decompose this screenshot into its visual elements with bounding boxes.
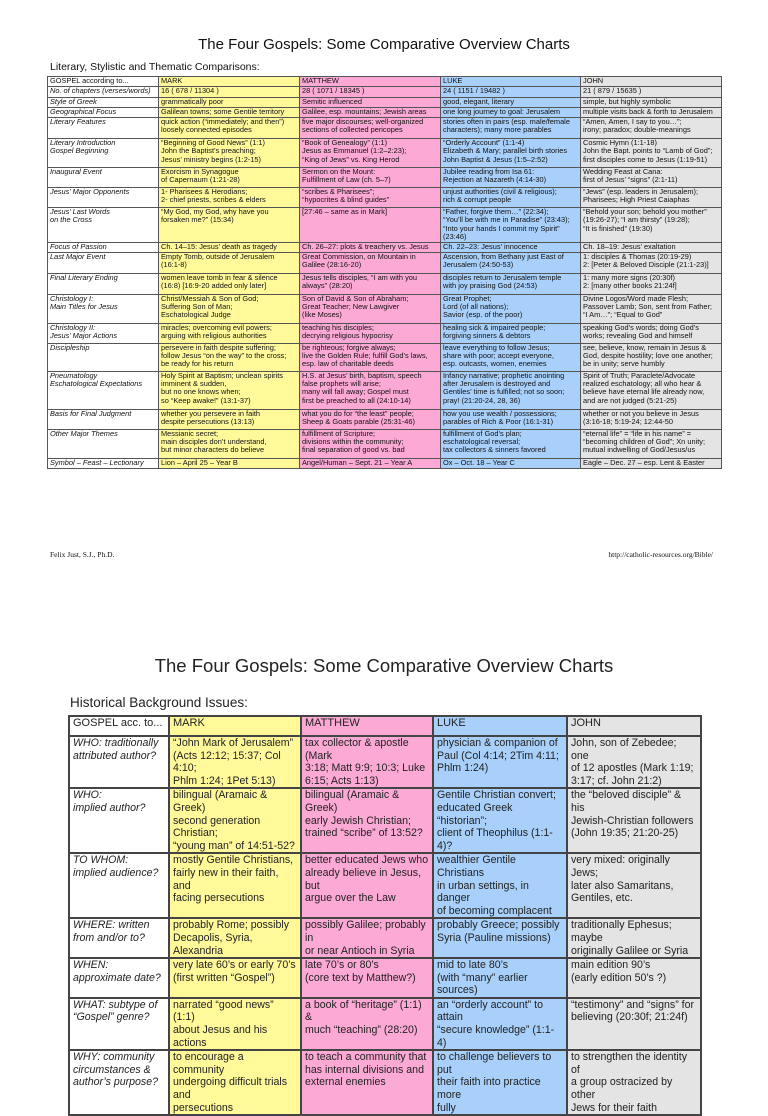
- cell-john: simple, but highly symbolic: [581, 98, 722, 108]
- cell-matthew: Galilee, esp. mountains; Jewish areas: [300, 108, 441, 118]
- table-row: [69, 788, 701, 853]
- cell-matthew: teaching his disciples; decrying religious hypocrisy: [300, 323, 441, 343]
- cell-john: “testimony” and “signs” for believing (20:30f; 21:24f): [567, 998, 701, 1050]
- cell-label: Final Literary Ending: [48, 273, 159, 294]
- cell-john: Divine Logos/Word made Flesh; Passover Lamb; Son, sent from Father; “I Am…”; “Equal to God”: [581, 294, 722, 323]
- cell-mark: mostly Gentile Christians, fairly new in their faith, and facing persecutions: [169, 853, 301, 918]
- table-row: [48, 429, 722, 458]
- cell-mark: “John Mark of Jerusalem” (Acts 12:12; 15:37; Col 4:10; Phlm 1:24; 1Pet 5:13): [169, 736, 301, 788]
- cell-label: Pneumatology Eschatological Expectations: [48, 371, 159, 409]
- cell-label: WHY: community circumstances & author’s purpose?: [69, 1050, 169, 1115]
- cell-john: see, believe, know, remain in Jesus & God, despite hostility; love one another; be in unity; serve humbly: [581, 343, 722, 371]
- cell-label: WHO: implied author?: [69, 788, 169, 853]
- literary-comparison-table: [47, 76, 722, 469]
- header-mark: MARK: [159, 77, 300, 87]
- cell-john: “Behold your son; behold you mother” (19:26-27); “I am thirsty” (19:28); “It is finished” (19:30): [581, 208, 722, 243]
- cell-mark: Galilean towns; some Gentile territory: [159, 108, 300, 118]
- cell-john: the “beloved disciple” & his Jewish-Christian followers (John 19:35; 21:20-25): [567, 788, 701, 853]
- table-row: [48, 242, 722, 252]
- cell-luke: Jubilee reading from Isa 61: Rejection at Nazareth (4:14-30): [441, 168, 581, 188]
- cell-matthew: late 70’s or 80’s (core text by Matthew?): [301, 958, 433, 998]
- table-row: [48, 118, 722, 139]
- cell-john: speaking God’s words; doing God’s works; revealing God and himself: [581, 323, 722, 343]
- cell-luke: one long journey to goal: Jerusalem: [441, 108, 581, 118]
- section-subtitle: Literary, Stylistic and Thematic Comparisons:: [50, 61, 260, 73]
- cell-luke: stories often in pairs (esp. male/female characters); many more parables: [441, 118, 581, 139]
- chart-page-historical: [0, 575, 768, 1114]
- cell-luke: good, elegant, literary: [441, 98, 581, 108]
- cell-label: Literary Features: [48, 118, 159, 139]
- cell-label: Focus of Passion: [48, 242, 159, 252]
- table-row: [48, 273, 722, 294]
- cell-mark: whether you persevere in faith despite persecutions (13:13): [159, 409, 300, 429]
- cell-john: whether or not you believe in Jesus (3:16-18; 5:19-24; 12:44-50: [581, 409, 722, 429]
- cell-mark: grammatically poor: [159, 98, 300, 108]
- header-matthew: MATTHEW: [301, 716, 433, 736]
- table-row: [48, 409, 722, 429]
- cell-matthew: possibly Galilee; probably in or near Antioch in Syria: [301, 918, 433, 958]
- cell-john: 21 ( 879 / 15635 ): [581, 87, 722, 98]
- cell-matthew: 28 ( 1071 / 18345 ): [300, 87, 441, 98]
- table-row: [69, 998, 701, 1050]
- cell-mark: 1- Pharisees & Herodians; 2- chief priests, scribes & elders: [159, 188, 300, 208]
- cell-luke: Ox – Oct. 18 – Year C: [441, 458, 581, 468]
- cell-mark: Ch. 14–15: Jesus’ death as tragedy: [159, 242, 300, 252]
- cell-matthew: Son of David & Son of Abraham; Great Teacher; New Lawgiver (like Moses): [300, 294, 441, 323]
- cell-mark: Empty Tomb, outside of Jerusalem (16:1-8): [159, 252, 300, 273]
- header-mark: MARK: [169, 716, 301, 736]
- cell-matthew: “scribes & Pharisees”; “hypocrites & blind guides”: [300, 188, 441, 208]
- table-row: [69, 736, 701, 788]
- cell-luke: “Father, forgive them…” (22:34); “You’ll be with me in Paradise” (23:43); “Into your hands I commit my Spirit” (23:46): [441, 208, 581, 243]
- cell-matthew: fulfillment of Scripture; divisions within the community; final separation of good vs. bad: [300, 429, 441, 458]
- cell-luke: wealthier Gentile Christians in urban settings, in danger of becoming complacent: [433, 853, 567, 918]
- table-header-row: [48, 77, 722, 87]
- cell-label: TO WHOM: implied audience?: [69, 853, 169, 918]
- cell-luke: Gentile Christian convert; educated Greek “historian”; client of Theophilus (1:1-4)?: [433, 788, 567, 853]
- table-row: [48, 188, 722, 208]
- header-matthew: MATTHEW: [300, 77, 441, 87]
- table-row: [48, 343, 722, 371]
- cell-label: Inaugural Event: [48, 168, 159, 188]
- cell-matthew: what you do for “the least” people; Sheep & Goats parable (25:31-46): [300, 409, 441, 429]
- table-header-row: [69, 716, 701, 736]
- cell-matthew: Angel/Human – Sept. 21 – Year A: [300, 458, 441, 468]
- cell-label: Christology I: Main Titles for Jesus: [48, 294, 159, 323]
- cell-mark: very late 60’s or early 70’s (first written “Gospel”): [169, 958, 301, 998]
- cell-mark: miracles; overcoming evil powers; arguing with religious authorities: [159, 323, 300, 343]
- table-row: [48, 323, 722, 343]
- cell-label: Christology II: Jesus’ Major Actions: [48, 323, 159, 343]
- cell-john: 1: disciples & Thomas (20:19-29) 2: [Peter & Beloved Disciple (21:1-23)]: [581, 252, 722, 273]
- header-label: GOSPEL acc. to...: [69, 716, 169, 736]
- cell-luke: Great Prophet; Lord (of all nations); Savior (esp. of the poor): [441, 294, 581, 323]
- header-luke: LUKE: [433, 716, 567, 736]
- page-title-2: The Four Gospels: Some Comparative Overview Charts: [154, 655, 614, 676]
- cell-luke: mid to late 80’s (with “many” earlier sources): [433, 958, 567, 998]
- cell-luke: 24 ( 1151 / 19482 ): [441, 87, 581, 98]
- cell-luke: unjust authorities (civil & religious); rich & corrupt people: [441, 188, 581, 208]
- table-row: [48, 168, 722, 188]
- cell-label: Last Major Event: [48, 252, 159, 273]
- table-row: [48, 98, 722, 108]
- cell-label: Discipleship: [48, 343, 159, 371]
- cell-john: Eagle – Dec. 27 – esp. Lent & Easter: [581, 458, 722, 468]
- cell-luke: healing sick & impaired people; forgiving sinners & debtors: [441, 323, 581, 343]
- cell-luke: physician & companion of Paul (Col 4:14; 2Tim 4:11; Phlm 1:24): [433, 736, 567, 788]
- cell-matthew: Jesus tells disciples, “I am with you always” (28:20): [300, 273, 441, 294]
- table-row: [69, 918, 701, 958]
- cell-matthew: be righteous; forgive always; live the Golden Rule; fulfill God’s laws, esp. law of charitable deeds: [300, 343, 441, 371]
- cell-matthew: Ch. 26–27: plots & treachery vs. Jesus: [300, 242, 441, 252]
- table-row: [69, 853, 701, 918]
- cell-label: Style of Greek: [48, 98, 159, 108]
- cell-mark: probably Rome; possibly Decapolis, Syria, Alexandria: [169, 918, 301, 958]
- cell-mark: Lion – April 25 – Year B: [159, 458, 300, 468]
- cell-mark: “My God, my God, why have you forsaken me?” (15:34): [159, 208, 300, 243]
- cell-john: traditionally Ephesus; maybe originally Galilee or Syria: [567, 918, 701, 958]
- cell-john: John, son of Zebedee; one of 12 apostles (Mark 1:19; 3:17; cf. John 21:2): [567, 736, 701, 788]
- cell-john: to strengthen the identity of a group ostracized by other Jews for their faith: [567, 1050, 701, 1115]
- section-subtitle-2: Historical Background Issues:: [70, 695, 248, 710]
- cell-label: Jesus’ Major Opponents: [48, 188, 159, 208]
- cell-label: No. of chapters (verses/words): [48, 87, 159, 98]
- cell-matthew: to teach a community that has internal divisions and external enemies: [301, 1050, 433, 1115]
- cell-john: Cosmic Hymn (1:1-18) John the Bapt. points to “Lamb of God”; first disciples come to Jesus (1:19-51): [581, 139, 722, 168]
- cell-luke: “Orderly Account” (1:1-4) Elizabeth & Mary; parallel birth stories John Baptist & Jesus (1:5–2:52): [441, 139, 581, 168]
- cell-luke: an “orderly account” to attain “secure knowledge” (1:1-4): [433, 998, 567, 1050]
- cell-john: Spirit of Truth; Paraclete/Advocate realized eschatology; all who hear & believe have eternal life already now, and are not judged (5:21-25): [581, 371, 722, 409]
- historical-background-table: [68, 715, 702, 1116]
- cell-label: WHERE: written from and/or to?: [69, 918, 169, 958]
- cell-luke: disciples return to Jerusalem temple with joy praising God (24:53): [441, 273, 581, 294]
- cell-luke: Infancy narrative; prophetic anointing after Jerusalem is destroyed and Gentiles’ time is fulfilled; not so soon; pray! (21:20-24, 28, 36): [441, 371, 581, 409]
- cell-mark: quick action (“immediately; and then”) loosely connected episodes: [159, 118, 300, 139]
- cell-matthew: [27:46 – same as in Mark]: [300, 208, 441, 243]
- header-john: JOHN: [581, 77, 722, 87]
- cell-mark: Messianic secret; main disciples don’t understand, but minor characters do believe: [159, 429, 300, 458]
- cell-luke: Ascension, from Bethany just East of Jerusalem (24:50-53): [441, 252, 581, 273]
- cell-matthew: five major discourses; well-organized sections of collected pericopes: [300, 118, 441, 139]
- cell-luke: to challenge believers to put their faith into practice more fully: [433, 1050, 567, 1115]
- cell-john: very mixed: originally Jews; later also Samaritans, Gentiles, etc.: [567, 853, 701, 918]
- cell-luke: how you use wealth / possessions; parables of Rich & Poor (16:1-31): [441, 409, 581, 429]
- cell-label: Basis for Final Judgment: [48, 409, 159, 429]
- cell-label: Jesus’ Last Words on the Cross: [48, 208, 159, 243]
- cell-mark: “Beginning of Good News” (1:1) John the Baptist’s preaching; Jesus’ ministry begins (1:2-15): [159, 139, 300, 168]
- table-row: [48, 252, 722, 273]
- cell-john: “eternal life” = “life in his name” = “becoming children of God”; Xn unity; mutual indwelling of God/Jesus/us: [581, 429, 722, 458]
- table-row: [48, 208, 722, 243]
- cell-mark: bilingual (Aramaic & Greek) second generation Christian; “young man” of 14:51-52?: [169, 788, 301, 853]
- table-row: [48, 139, 722, 168]
- cell-label: WHO: traditionally attributed author?: [69, 736, 169, 788]
- cell-john: 1: many more signs (20:30f) 2: [many other books 21:24f]: [581, 273, 722, 294]
- cell-matthew: tax collector & apostle (Mark 3:18; Matt 9:9; 10:3; Luke 6:15; Acts 1:13): [301, 736, 433, 788]
- cell-john: multiple visits back & forth to Jerusalem: [581, 108, 722, 118]
- cell-matthew: better educated Jews who already believe in Jesus, but argue over the Law: [301, 853, 433, 918]
- cell-matthew: a book of “heritage” (1:1) & much “teaching” (28:20): [301, 998, 433, 1050]
- table-row: [48, 108, 722, 118]
- cell-mark: to encourage a community undergoing difficult trials and persecutions: [169, 1050, 301, 1115]
- cell-label: Symbol – Feast – Lectionary: [48, 458, 159, 468]
- table-row: [48, 458, 722, 468]
- cell-matthew: Great Commission, on Mountain in Galilee (28:16-20): [300, 252, 441, 273]
- header-label: GOSPEL according to...: [48, 77, 159, 87]
- cell-matthew: “Book of Genealogy” (1:1) Jesus as Emmanuel (1:2–2:23); “King of Jews” vs. King Herod: [300, 139, 441, 168]
- cell-mark: 16 ( 678 / 11304 ): [159, 87, 300, 98]
- cell-john: main edition 90’s (early edition 50’s ?): [567, 958, 701, 998]
- table-row: [48, 87, 722, 98]
- cell-label: WHAT: subtype of “Gospel” genre?: [69, 998, 169, 1050]
- cell-luke: fulfillment of God’s plan; eschatological reversal; tax collectors & sinners favored: [441, 429, 581, 458]
- page-title: The Four Gospels: Some Comparative Overview Charts: [198, 36, 570, 53]
- cell-mark: persevere in faith despite suffering; follow Jesus “on the way” to the cross; be ready for his return: [159, 343, 300, 371]
- cell-luke: Ch. 22–23: Jesus’ innocence: [441, 242, 581, 252]
- cell-luke: probably Greece; possibly Syria (Pauline missions): [433, 918, 567, 958]
- cell-matthew: H.S. at Jesus’ birth, baptism, speech false prophets will arise; many will fall away; Gospel must first be preached to all (24:10-14): [300, 371, 441, 409]
- cell-matthew: bilingual (Aramaic & Greek) early Jewish Christian; trained “scribe” of 13:52?: [301, 788, 433, 853]
- header-john: JOHN: [567, 716, 701, 736]
- author-credit: Felix Just, S.J., Ph.D.: [50, 550, 115, 559]
- cell-john: “Jews” (esp. leaders in Jerusalem); Pharisees; High Priest Caiaphas: [581, 188, 722, 208]
- cell-matthew: Sermon on the Mount: Fulfillment of Law (ch. 5–7): [300, 168, 441, 188]
- cell-mark: women leave tomb in fear & silence (16:8) [16:9-20 added only later]: [159, 273, 300, 294]
- cell-mark: Christ/Messiah & Son of God; Suffering Son of Man; Eschatological Judge: [159, 294, 300, 323]
- cell-john: Ch. 18–19: Jesus’ exaltation: [581, 242, 722, 252]
- cell-mark: Holy Spirit at Baptism; unclean spirits imminent & sudden, but no one knows when; so “Keep awake!” (13:1-37): [159, 371, 300, 409]
- cell-mark: narrated “good news” (1:1) about Jesus and his actions: [169, 998, 301, 1050]
- table-row: [48, 371, 722, 409]
- cell-john: Wedding Feast at Cana: first of Jesus’ “signs” (2:1-11): [581, 168, 722, 188]
- header-luke: LUKE: [441, 77, 581, 87]
- cell-mark: Exorcism in Synagogue of Capernaum (1:21-28): [159, 168, 300, 188]
- cell-label: WHEN: approximate date?: [69, 958, 169, 998]
- table-row: [48, 294, 722, 323]
- table-row: [69, 1050, 701, 1115]
- cell-matthew: Semitic influenced: [300, 98, 441, 108]
- source-url: http://catholic-resources.org/Bible/: [608, 550, 713, 559]
- cell-john: “Amen, Amen, I say to you…”; irony; paradox; double-meanings: [581, 118, 722, 139]
- table-row: [69, 958, 701, 998]
- cell-label: Other Major Themes: [48, 429, 159, 458]
- cell-label: Geographical Focus: [48, 108, 159, 118]
- cell-luke: leave everything to follow Jesus; share with poor; accept everyone, esp. outcasts, women, enemies: [441, 343, 581, 371]
- cell-label: Literary Introduction Gospel Beginning: [48, 139, 159, 168]
